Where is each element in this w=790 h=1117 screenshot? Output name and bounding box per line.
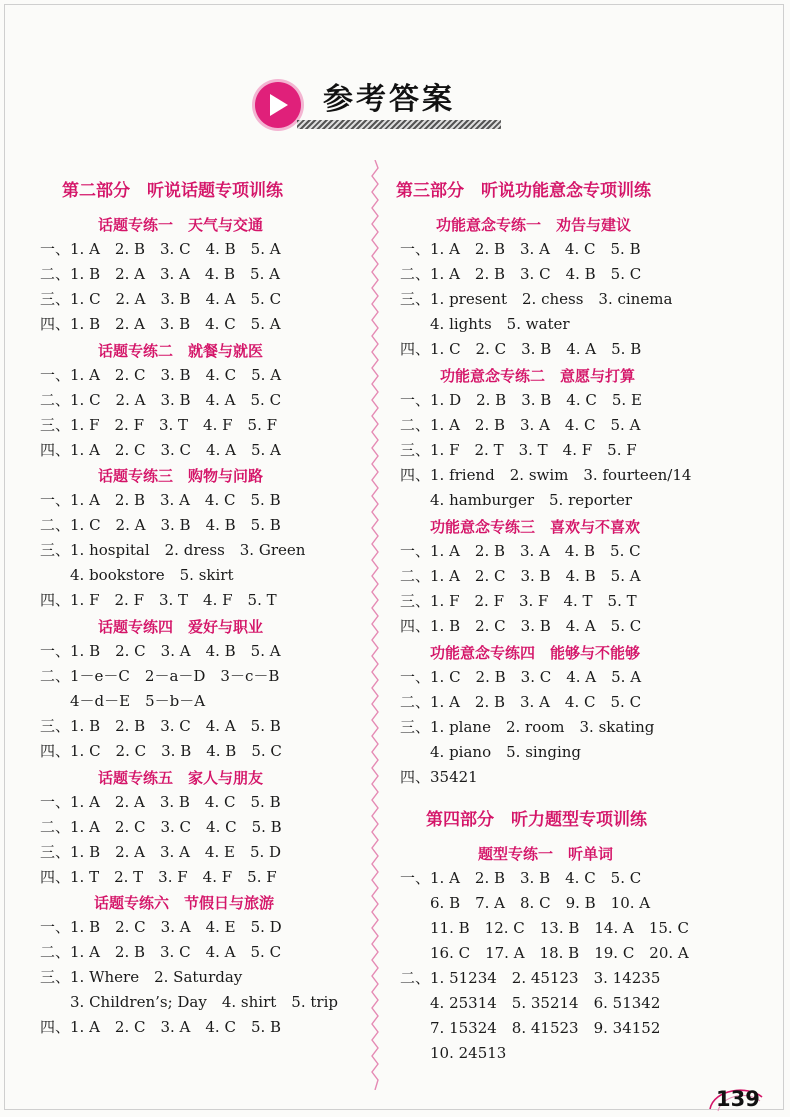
- block-title: 功能意念专练四 能够与不能够: [430, 644, 641, 662]
- answer-line: 一、1. D 2. B 3. B 4. C 5. E: [400, 391, 642, 409]
- answer-line: 二、1. C 2. A 3. B 4. B 5. B: [40, 516, 281, 534]
- answer-line: 二、1. A 2. B 3. C 4. B 5. C: [400, 265, 642, 283]
- answer-line: 一、1. A 2. C 3. B 4. C 5. A: [40, 366, 282, 384]
- answer-line: 二、1. A 2. C 3. B 4. B 5. A: [400, 567, 641, 585]
- answer-line: 一、1. B 2. C 3. A 4. B 5. A: [40, 642, 281, 660]
- block-title: 话题专练一 天气与交通: [98, 216, 264, 234]
- answer-line: 三、1. hospital 2. dress 3. Green: [40, 541, 306, 559]
- answer-line: 二、1. A 2. B 3. A 4. C 5. A: [400, 416, 641, 434]
- section-title-part2: 第二部分 听说话题专项训练: [62, 181, 283, 201]
- page-number: [708, 1083, 766, 1113]
- answer-line: 四、35421: [400, 768, 478, 786]
- answer-line: 二、1. A 2. B 3. C 4. A 5. C: [40, 943, 282, 961]
- block-title: 功能意念专练三 喜欢与不喜欢: [430, 518, 641, 536]
- answer-line: 4. lights 5. water: [400, 315, 570, 333]
- answer-line: 四、1. A 2. C 3. A 4. C 5. B: [40, 1018, 282, 1036]
- answer-line: 一、1. A 2. B 3. C 4. B 5. A: [40, 240, 281, 258]
- answer-line: 4－d－E 5－b－A: [40, 692, 206, 710]
- title-underline: [297, 120, 501, 129]
- answer-line: 三、1. B 2. A 3. A 4. E 5. D: [40, 843, 282, 861]
- answer-line: 二、1－e－C 2－a－D 3－c－B: [40, 667, 280, 685]
- answer-line: 二、1. 51234 2. 45123 3. 14235: [400, 969, 661, 987]
- section-title-part3: 第三部分 听说功能意念专项训练: [396, 181, 651, 201]
- answer-line: 四、1. friend 2. swim 3. fourteen/14: [400, 466, 692, 484]
- block-title: 题型专练一 听单词: [478, 845, 614, 863]
- answer-line: 四、1. C 2. C 3. B 4. B 5. C: [40, 742, 282, 760]
- answer-line: 一、1. A 2. B 3. A 4. C 5. B: [40, 491, 281, 509]
- answer-line: 三、1. B 2. B 3. C 4. A 5. B: [40, 717, 281, 735]
- answer-line: 一、1. C 2. B 3. C 4. A 5. A: [400, 668, 642, 686]
- block-title: 话题专练六 节假日与旅游: [94, 894, 275, 912]
- answer-line: 16. C 17. A 18. B 19. C 20. A: [400, 944, 689, 962]
- page-number-text: 139: [716, 1087, 760, 1111]
- answer-line: 10. 24513: [400, 1044, 507, 1062]
- answer-line: 三、1. F 2. F 3. F 4. T 5. T: [400, 592, 637, 610]
- answer-line: 一、1. A 2. B 3. A 4. C 5. B: [400, 240, 641, 258]
- block-title: 功能意念专练二 意愿与打算: [440, 367, 636, 385]
- answer-line: 4. bookstore 5. skirt: [40, 566, 234, 584]
- block-title: 话题专练三 购物与问路: [98, 467, 264, 485]
- section-title-part4: 第四部分 听力题型专项训练: [426, 810, 647, 830]
- answer-line: 三、1. plane 2. room 3. skating: [400, 718, 655, 736]
- answer-line: 二、1. A 2. C 3. C 4. C 5. B: [40, 818, 282, 836]
- answer-line: 11. B 12. C 13. B 14. A 15. C: [400, 919, 689, 937]
- answer-line: 4. hamburger 5. reporter: [400, 491, 632, 509]
- answer-line: 7. 15324 8. 41523 9. 34152: [400, 1019, 661, 1037]
- answer-line: 三、1. present 2. chess 3. cinema: [400, 290, 673, 308]
- play-arrow-icon: [255, 82, 301, 128]
- answer-line: 一、1. A 2. B 3. A 4. B 5. C: [400, 542, 641, 560]
- page-title: 参考答案: [323, 82, 455, 117]
- answer-line: 4. piano 5. singing: [400, 743, 582, 761]
- answer-line: 一、1. B 2. C 3. A 4. E 5. D: [40, 918, 282, 936]
- answer-line: 三、1. Where 2. Saturday: [40, 968, 243, 986]
- answer-line: 4. 25314 5. 35214 6. 51342: [400, 994, 661, 1012]
- block-title: 话题专练四 爱好与职业: [98, 618, 264, 636]
- answer-line: 二、1. B 2. A 3. A 4. B 5. A: [40, 265, 280, 283]
- answer-line: 四、1. C 2. C 3. B 4. A 5. B: [400, 340, 642, 358]
- answer-line: 四、1. A 2. C 3. C 4. A 5. A: [40, 441, 281, 459]
- answer-line: 二、1. C 2. A 3. B 4. A 5. C: [40, 391, 282, 409]
- answer-line: 四、1. F 2. F 3. T 4. F 5. T: [40, 591, 277, 609]
- answer-line: 二、1. A 2. B 3. A 4. C 5. C: [400, 693, 642, 711]
- answer-line: 四、1. T 2. T 3. F 4. F 5. F: [40, 868, 277, 886]
- block-title: 话题专练五 家人与朋友: [98, 769, 264, 787]
- page-header: [255, 70, 505, 132]
- answer-line: 三、1. F 2. T 3. T 4. F 5. F: [400, 441, 637, 459]
- answer-line: 三、1. F 2. F 3. T 4. F 5. F: [40, 416, 278, 434]
- answer-line: 三、1. C 2. A 3. B 4. A 5. C: [40, 290, 282, 308]
- block-title: 话题专练二 就餐与就医: [98, 342, 264, 360]
- answer-line: 四、1. B 2. A 3. B 4. C 5. A: [40, 315, 281, 333]
- answer-line: 3. Children’s; Day 4. shirt 5. trip: [40, 993, 338, 1011]
- answer-line: 6. B 7. A 8. C 9. B 10. A: [400, 894, 651, 912]
- column-divider: [370, 160, 380, 1090]
- answer-line: 四、1. B 2. C 3. B 4. A 5. C: [400, 617, 642, 635]
- block-title: 功能意念专练一 劝告与建议: [436, 216, 632, 234]
- answer-line: 一、1. A 2. A 3. B 4. C 5. B: [40, 793, 281, 811]
- answer-line: 一、1. A 2. B 3. B 4. C 5. C: [400, 869, 642, 887]
